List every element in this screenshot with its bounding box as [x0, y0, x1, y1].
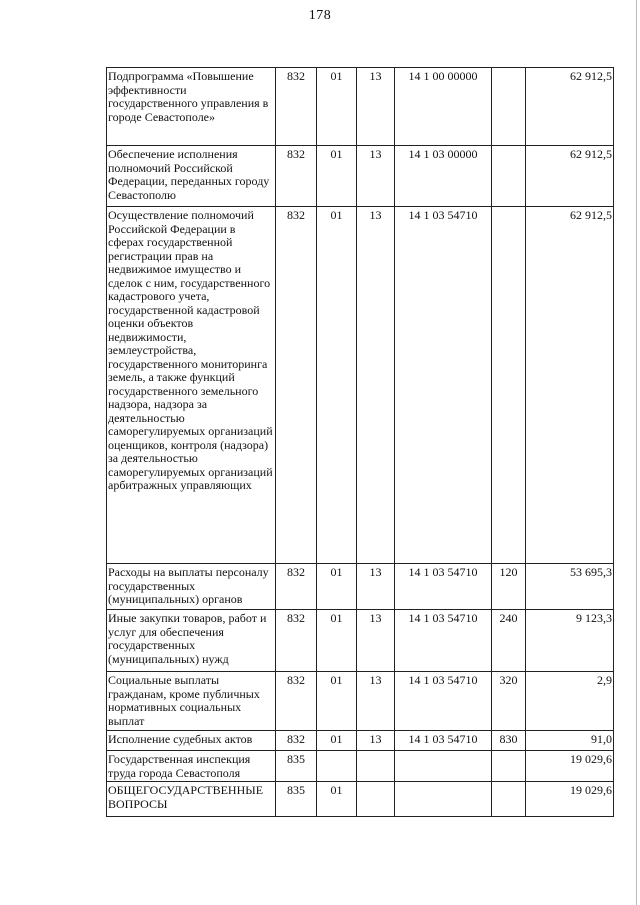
ministry-code: 832 — [276, 68, 317, 146]
scan-edge-divider — [636, 0, 637, 905]
section-code — [317, 751, 357, 782]
row-name: ОБЩЕГОСУДАРСТВЕННЫЕ ВОПРОСЫ — [107, 782, 276, 817]
amount: 62 912,5 — [526, 68, 614, 146]
expense-type-code — [492, 782, 526, 817]
amount: 91,0 — [526, 731, 614, 751]
target-article-code — [395, 751, 492, 782]
subsection-code: 13 — [357, 731, 395, 751]
target-article-code: 14 1 03 54710 — [395, 731, 492, 751]
row-name: Обеспечение исполнения полномочий Российской Федерации, переданных городу Севастополю — [107, 146, 276, 207]
subsection-code: 13 — [357, 672, 395, 731]
expense-type-code: 240 — [492, 610, 526, 672]
target-article-code: 14 1 03 00000 — [395, 146, 492, 207]
section-code: 01 — [317, 610, 357, 672]
table-row — [107, 146, 614, 207]
row-name: Исполнение судебных актов — [107, 731, 276, 751]
expense-type-code: 830 — [492, 731, 526, 751]
expense-type-code: 320 — [492, 672, 526, 731]
table-row — [107, 207, 614, 564]
section-code: 01 — [317, 68, 357, 146]
table-row — [107, 782, 614, 817]
page-number: 178 — [308, 8, 332, 23]
expense-type-code — [492, 68, 526, 146]
target-article-code: 14 1 00 00000 — [395, 68, 492, 146]
target-article-code: 14 1 03 54710 — [395, 610, 492, 672]
expense-type-code — [492, 146, 526, 207]
subsection-code: 13 — [357, 564, 395, 610]
amount: 62 912,5 — [526, 207, 614, 564]
section-code: 01 — [317, 146, 357, 207]
amount: 9 123,3 — [526, 610, 614, 672]
subsection-code: 13 — [357, 68, 395, 146]
section-code: 01 — [317, 731, 357, 751]
row-name: Иные закупки товаров, работ и услуг для обеспечения государственных (муниципальных) нужд — [107, 610, 276, 672]
table-row — [107, 672, 614, 731]
ministry-code: 832 — [276, 207, 317, 564]
section-code: 01 — [317, 782, 357, 817]
row-name: Социальные выплаты гражданам, кроме публичных нормативных социальных выплат — [107, 672, 276, 731]
ministry-code: 832 — [276, 146, 317, 207]
target-article-code: 14 1 03 54710 — [395, 672, 492, 731]
ministry-code: 832 — [276, 564, 317, 610]
table-row — [107, 610, 614, 672]
section-code: 01 — [317, 564, 357, 610]
table-row — [107, 68, 614, 146]
subsection-code: 13 — [357, 207, 395, 564]
amount: 19 029,6 — [526, 751, 614, 782]
table-row — [107, 564, 614, 610]
section-code: 01 — [317, 207, 357, 564]
table-row — [107, 731, 614, 751]
subsection-code: 13 — [357, 146, 395, 207]
ministry-code: 835 — [276, 751, 317, 782]
row-name: Государственная инспекция труда города Севастополя — [107, 751, 276, 782]
section-code: 01 — [317, 672, 357, 731]
amount: 62 912,5 — [526, 146, 614, 207]
subsection-code — [357, 782, 395, 817]
amount: 2,9 — [526, 672, 614, 731]
table-row — [107, 751, 614, 782]
target-article-code — [395, 782, 492, 817]
ministry-code: 835 — [276, 782, 317, 817]
ministry-code: 832 — [276, 731, 317, 751]
row-name: Осуществление полномочий Российской Федерации в сферах государственной регистрации прав на недвижимое имущество и сделок с ним, государственного кадастрового учета, государственной кадастровой оценки объектов недвижимости, землеустройства, государственного мониторинга земель, а также функций государственного земельного надзора, надзора за деятельностью саморегулируемых организаций оценщиков, контроля (надзора) за деятельностью саморегулируемых организаций арбитражных управляющих — [107, 207, 276, 564]
subsection-code — [357, 751, 395, 782]
ministry-code: 832 — [276, 610, 317, 672]
expense-type-code — [492, 207, 526, 564]
subsection-code: 13 — [357, 610, 395, 672]
target-article-code: 14 1 03 54710 — [395, 564, 492, 610]
ministry-code: 832 — [276, 672, 317, 731]
amount: 19 029,6 — [526, 782, 614, 817]
amount: 53 695,3 — [526, 564, 614, 610]
expense-type-code: 120 — [492, 564, 526, 610]
row-name: Подпрограмма «Повышение эффективности государственного управления в городе Севастополе» — [107, 68, 276, 146]
expense-type-code — [492, 751, 526, 782]
row-name: Расходы на выплаты персоналу государственных (муниципальных) органов — [107, 564, 276, 610]
target-article-code: 14 1 03 54710 — [395, 207, 492, 564]
budget-table — [106, 67, 614, 817]
